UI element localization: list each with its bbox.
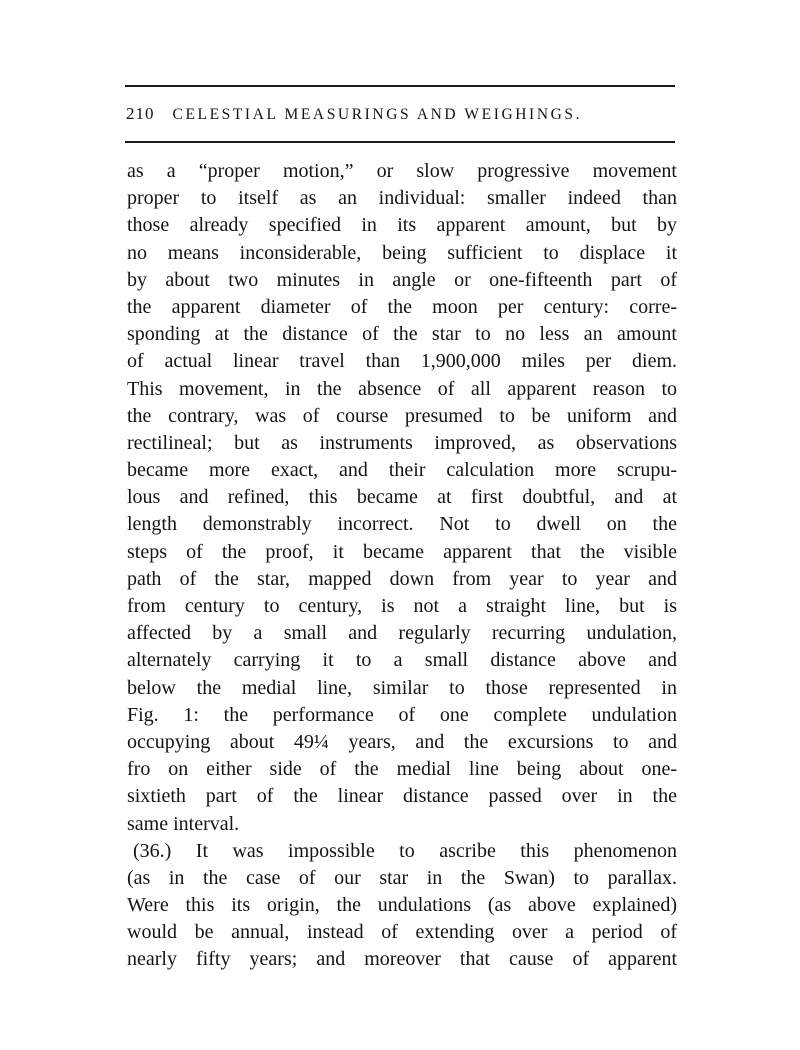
text-line: those already specified in its apparent amount, but by <box>127 214 677 237</box>
text-line: affected by a small and regularly recurring undulation, <box>127 622 677 645</box>
text-line: of actual linear travel than 1,900,000 miles per diem. <box>127 350 677 373</box>
page-number: 210 <box>126 104 155 123</box>
header-rule-bottom <box>125 141 675 143</box>
text-line: fro on either side of the medial line being about one- <box>127 758 677 781</box>
text-line: rectilineal; but as instruments improved, as observations <box>127 431 677 454</box>
text-line: from century to century, is not a straight line, but is <box>127 595 677 617</box>
paragraph-start-line: (36.) It was impossible to ascribe this phenomenon <box>133 839 677 862</box>
text-line: the apparent diameter of the moon per century: corre- <box>127 295 677 318</box>
text-line: below the medial line, similar to those represented in <box>127 676 677 699</box>
text-line: sixtieth part of the linear distance passed over in the <box>127 785 677 808</box>
text-line: length demonstrably incorrect. Not to dwell on the <box>127 513 677 536</box>
text-line: occupying about 49¼ years, and the excursions to and <box>127 730 677 753</box>
text-line: sponding at the distance of the star to no less an amount <box>127 323 677 346</box>
text-line: the contrary, was of course presumed to be uniform and <box>127 404 677 427</box>
text-line: lous and refined, this became at first doubtful, and at <box>127 486 677 509</box>
text-line: Were this its origin, the undulations (as above explained) <box>127 894 677 917</box>
text-line: proper to itself as an individual: smaller indeed than <box>127 187 677 210</box>
text-line: This movement, in the absence of all apparent reason to <box>127 377 677 400</box>
paragraph-end-line: same interval. <box>127 812 240 835</box>
text-line: would be annual, instead of extending over a period of <box>127 921 677 944</box>
text-line: steps of the proof, it became apparent that the visible <box>127 540 677 563</box>
text-line: became more exact, and their calculation more scrupu- <box>127 459 677 482</box>
text-line: path of the star, mapped down from year to year and <box>127 567 677 590</box>
text-line: (as in the case of our star in the Swan) to parallax. <box>127 866 677 889</box>
text-line: no means inconsiderable, being sufficient to displace it <box>127 241 677 264</box>
text-line: nearly fifty years; and moreover that cause of apparent <box>127 948 677 971</box>
running-title: CELESTIAL MEASURINGS AND WEIGHINGS. <box>172 106 583 123</box>
text-line: by about two minutes in angle or one-fifteenth part of <box>127 268 677 291</box>
text-line: Fig. 1: the performance of one complete undulation <box>127 703 677 726</box>
running-head <box>126 104 676 130</box>
text-line: as a “proper motion,” or slow progressive movement <box>127 160 677 182</box>
body-text <box>127 158 677 974</box>
text-line: alternately carrying it to a small distance above and <box>127 649 677 672</box>
header-rule-top <box>125 85 675 87</box>
